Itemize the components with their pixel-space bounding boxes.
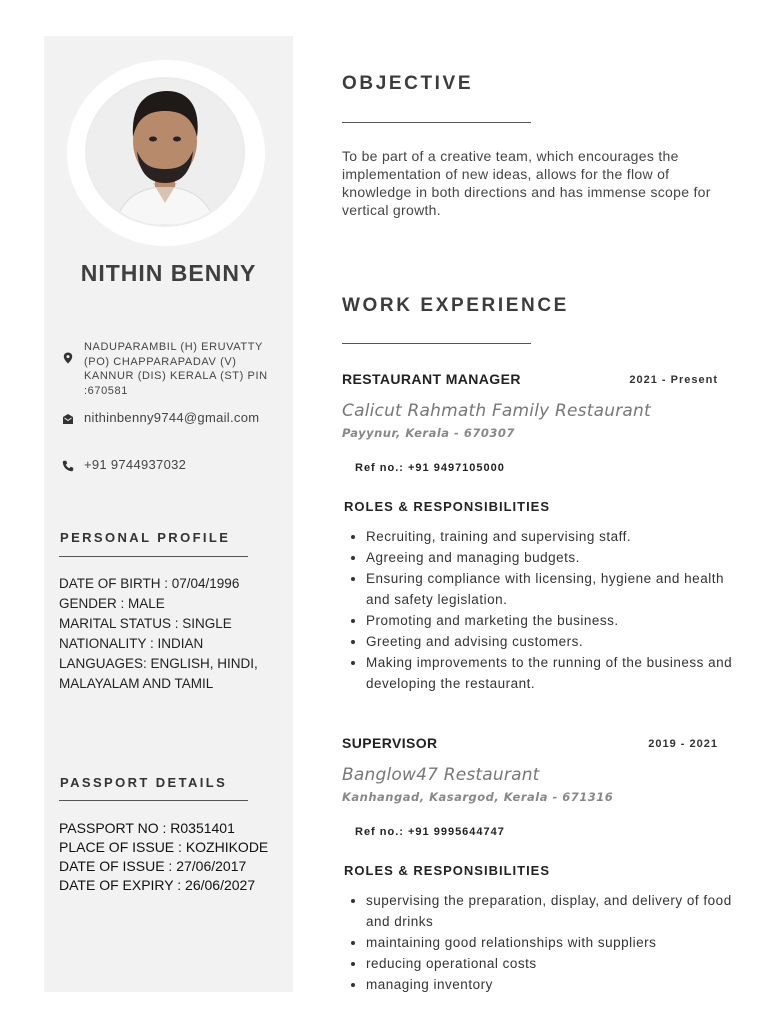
date-of-issue-line: DATE OF ISSUE : 27/06/2017	[59, 858, 247, 874]
list-item: • Greeting and advising customers.	[366, 631, 736, 652]
address-text: NADUPARAMBIL (H) ERUVATTY (PO) CHAPPARAPADAV (V) KANNUR (DIS) KERALA (ST) PIN :670581	[84, 341, 268, 397]
company-name: Banglow47 Restaurant	[342, 765, 540, 785]
email-text[interactable]: nithinbenny9744@gmail.com	[84, 410, 260, 425]
roles-list	[342, 526, 736, 694]
list-item: • Making improvements to the running of the business and developing the restaurant.	[366, 652, 736, 694]
person-portrait-icon	[87, 79, 243, 225]
languages-line: LANGUAGES: ENGLISH, HINDI,	[59, 656, 258, 671]
phone-row	[62, 457, 186, 472]
phone-text[interactable]: +91 9744937032	[84, 457, 187, 472]
job-title: RESTAURANT MANAGER	[342, 371, 521, 387]
candidate-name: NITHIN BENNY	[80, 260, 257, 286]
marital-status-line: MARITAL STATUS : SINGLE	[59, 616, 232, 631]
gender-line: GENDER : MALE	[59, 596, 165, 611]
address-row	[62, 340, 279, 398]
divider	[342, 343, 531, 344]
list-item: • maintaining good relationships with suppliers	[366, 932, 736, 953]
reference-number: Ref no.: +91 9995644747	[355, 826, 505, 838]
list-item: • managing inventory	[366, 974, 736, 995]
list-item: • reducing operational costs	[366, 953, 736, 974]
divider	[342, 122, 531, 123]
nationality-line: NATIONALITY : INDIAN	[59, 636, 204, 651]
job-date: 2019 - 2021	[648, 738, 718, 750]
list-item: • Promoting and marketing the business.	[366, 610, 736, 631]
divider	[59, 556, 248, 557]
passport-heading: PASSPORT DETAILS	[60, 775, 228, 790]
list-item: • Agreeing and managing budgets.	[366, 547, 736, 568]
profile-photo	[85, 77, 245, 227]
roles-list	[342, 890, 736, 995]
reference-number: Ref no.: +91 9497105000	[355, 462, 505, 474]
list-item: • supervising the preparation, display, and delivery of food and drinks	[366, 890, 736, 932]
profile-photo-frame	[67, 60, 265, 246]
passport-no-line: PASSPORT NO : R0351401	[59, 820, 235, 836]
company-location: Kanhangad, Kasargod, Kerala - 671316	[342, 790, 614, 804]
date-of-expiry-line: DATE OF EXPIRY : 26/06/2027	[59, 877, 256, 893]
roles-heading: ROLES & RESPONSIBILITIES	[344, 499, 551, 514]
dob-line: DATE OF BIRTH : 07/04/1996	[59, 576, 240, 591]
list-item: • Ensuring compliance with licensing, hygiene and health and safety legislation.	[366, 568, 736, 610]
job-date: 2021 - Present	[629, 374, 718, 386]
company-location: Payynur, Kerala - 670307	[342, 426, 515, 440]
list-item: • Recruiting, training and supervising staff.	[366, 526, 736, 547]
roles-heading: ROLES & RESPONSIBILITIES	[344, 863, 551, 878]
personal-profile-heading: PERSONAL PROFILE	[60, 530, 231, 545]
divider	[59, 800, 248, 801]
envelope-icon	[62, 413, 74, 425]
company-name: Calicut Rahmath Family Restaurant	[342, 401, 651, 421]
place-of-issue-line: PLACE OF ISSUE : KOZHIKODE	[59, 839, 269, 855]
email-row	[62, 410, 259, 425]
objective-text: To be part of a creative team, which encourages the implementation of new ideas, allows for the flow of knowledge in both directions and has immense scope for vertical growth.	[342, 148, 711, 218]
personal-profile-details	[59, 574, 284, 694]
job-title: SUPERVISOR	[342, 735, 438, 751]
location-pin-icon	[62, 352, 74, 364]
phone-icon	[62, 460, 74, 472]
sidebar	[44, 36, 293, 992]
passport-details	[59, 819, 268, 895]
objective-heading: OBJECTIVE	[342, 73, 474, 94]
work-experience-heading: WORK EXPERIENCE	[342, 295, 569, 316]
languages-line-cont: MALAYALAM AND TAMIL	[59, 676, 214, 691]
